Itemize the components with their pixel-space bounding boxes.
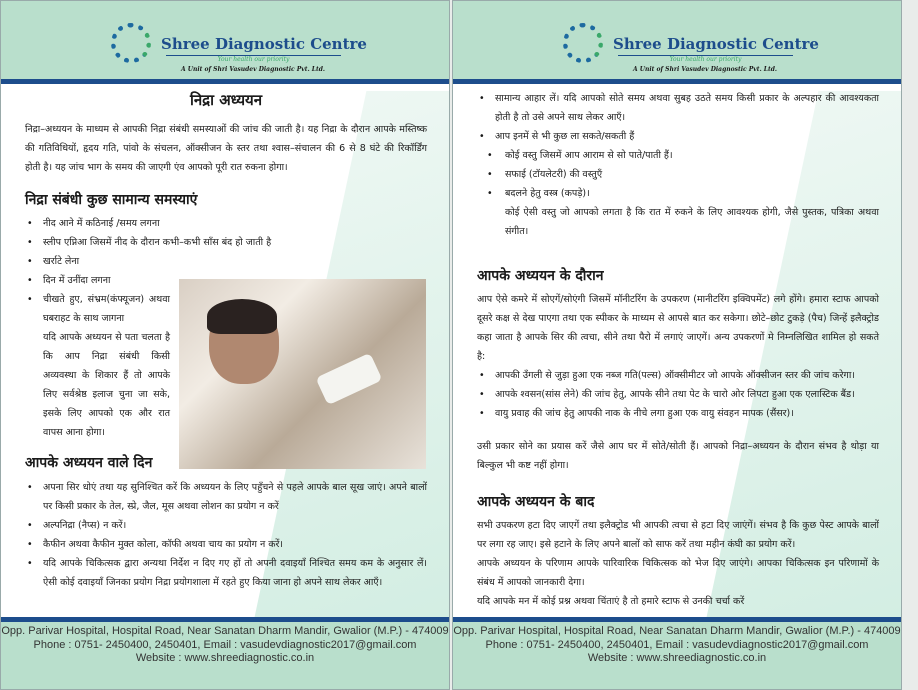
list-item: • आप इनमें से भी कुछ ला सकते/सकती हैं	[477, 127, 879, 146]
list-item: • खर्राटे लेना	[25, 252, 427, 271]
list-item: • चीखते हुए, संभ्रम(कंफ्यूजन) अथवा घबराहट के साथ जागना	[25, 290, 170, 328]
footer-phone-email: Phone : 0751- 2450400, 2450401, Email : vasudevdiagnostic2017@gmail.com	[33, 638, 417, 651]
header	[1, 1, 449, 79]
list-item: • वायु प्रवाह की जांच हेतु आपकी नाक के नीचे लगा हुआ एक वायु संवहन मापक (सैंसर)।	[477, 404, 879, 423]
list-item: • अल्पनिद्रा (नैप्स) न करें।	[25, 516, 427, 535]
day-list	[25, 478, 427, 592]
footer-website[interactable]: Website : www.shreediagnostic.co.in	[135, 652, 315, 664]
footer-address: Opp. Parivar Hospital, Hospital Road, Near Sanatan Dharm Mandir, Gwalior (M.P.) - 474009	[453, 625, 901, 637]
list-item: • आपके श्वसन(सांस लेने) की जांच हेतु, आपके सीने तथा पेट के चारो ओर लिपटा हुआ एक एलास्टिक बैंड।	[477, 385, 879, 404]
after-heading: आपके अध्ययन के बाद	[477, 494, 595, 510]
problems-note: यदि आपके अध्ययन से पता चलता है कि आप निद्रा संबंधी किसी अव्यवस्था के शिकार हैं तो आपके लिए सर्वश्रेष्ठ इलाज चुना जा सके, इसके लिए आपको एक और रात वापस आना होगा।	[43, 332, 170, 438]
brand-tagline: Your health our priority	[618, 55, 793, 63]
list-item: • कैफीन अथवा कैफीन मुक्त कोला, कॉफी अथवा चाय का प्रयोग न करें।	[25, 535, 427, 554]
day-heading: आपके अध्ययन वाले दिन	[25, 455, 153, 471]
page2-content	[477, 89, 879, 611]
page-title: निद्रा अध्ययन	[189, 91, 263, 109]
intro-text: निद्रा–अध्ययन के माध्यम से आपकी निद्रा संबंधी समस्याओं की जांच की जाती है। यह निद्रा के दौरान आपके मस्तिष्क की गतिविधियों, हृदय गति, पांवो के संचलन, ऑक्सीजन के स्तर तथा श्वास–संचालन की 6 से 8 घंटे की रिकॉर्डिंग होती है। यह जांच भाग के समय की जाएगी एंव आपको पूरी रात रुकना होगा।	[25, 124, 427, 173]
list-item: • आपकी उँगली से जुड़ा हुआ एक नब्ज गति(पल्स) ऑक्सीमीटर जो आपके ऑक्सीजन स्तर की जांच करेगा।	[477, 366, 879, 385]
after-text: सभी उपकरण हटा दिए जाएगें तथा इलैक्ट्रोड भी आपकी त्वचा से हटा दिए जाएंगें। संभव है कि कुछ पेस्ट आपके बालों पर लगा रह जाए। इसे हटाने के लिए अपने बालों को साफ करें तथा महीन कंघी का प्रयोग करें।	[477, 520, 879, 550]
brochure-page-2	[452, 0, 902, 690]
list-item: • सफाई (टॉयलेटरी) की वस्तुएँ	[477, 165, 879, 184]
during-note: उसी प्रकार सोने का प्रयास करें जैसे आप घर में सोते/सोती हैं। आपको निद्रा–अध्ययन के दौरान संभव है थोड़ा या बिल्कुल भी कष्ट नहीं होगा।	[477, 441, 879, 471]
footer-phone-email: Phone : 0751- 2450400, 2450401, Email : vasudevdiagnostic2017@gmail.com	[485, 638, 869, 651]
sleep-study-photo	[179, 279, 426, 469]
during-text: आप ऐसे कमरे में सोएगें/सोएंगी जिसमें मॉनीटरिंग के उपकरण (मानीटरिंग इक्विपमेंट) लगे होंगे। हमारा स्टाफ आपको दूसरे कक्ष से देख पाएगा तथा एक स्पीकर के माध्यम से आपसे बात कर सकेगा। छोटे–छोट टुकड़े (पैच) जिन्हें इलैक्ट्रोड कहा जाता है आपके सिर की त्वचा, सीने तथा पैरो में लगाएं जाएगें। अन्य उपकरणों मे निम्नलिखित शामिल हो सकते है:	[477, 294, 879, 362]
after-text: यदि आपके मन में कोई प्रश्न अथवा चिंताएं है तो हमारे स्टाफ से उनकी चर्चा करें	[477, 596, 745, 607]
footer	[453, 622, 901, 689]
brand-tagline: Your health our priority	[166, 55, 341, 63]
brand-unit: A Unit of Shri Vasudev Diagnostic Pvt. Ltd.	[633, 66, 778, 73]
list-item: • कोई वस्तु जिसमें आप आराम से सो पाते/पाती हैं।	[477, 146, 879, 165]
logo-icon	[111, 23, 151, 63]
list-item: • बदलने हेतु वस्त्र (कपड़े)।	[477, 184, 879, 203]
list-item: • सामान्य आहार लें। यदि आपको सोते समय अथवा सुबह उठते समय किसी प्रकार के अल्पहार की आवश्यकता होती है तो उसे अपने साथ लेकर आएँ।	[477, 89, 879, 127]
brand-name: Shree Diagnostic Centre	[161, 35, 367, 53]
list-item: • नीद आने में कठिनाई /समय लगना	[25, 214, 427, 233]
brochure-page-1	[0, 0, 450, 690]
footer-website[interactable]: Website : www.shreediagnostic.co.in	[587, 652, 767, 664]
footer	[1, 622, 449, 689]
divider	[453, 79, 901, 84]
list-item: • यदि आपके चिकित्सक द्वारा अन्यथा निर्देश न दिए गए हों तो अपनी दवाइयाँ निश्चित समय कम के अनुसार लें। ऐसी कोई दवाइयाँ जिनका प्रयोग निद्रा प्रयोगशाला में रहते हुए किया जाना हो अपने साथ लेकर आएँ।	[25, 554, 427, 592]
during-heading: आपके अध्ययन के दौरान	[477, 268, 604, 284]
list-item: • अपना सिर धोएं तथा यह सुनिश्चित करें कि अध्ययन के लिए पहुँचने से पहले आपके बाल सूख जाएं। अपने बालों पर किसी प्रकार के तेल, स्प्रे, जैल, मूस अथवा लोशन का प्रयोग न करें	[25, 478, 427, 516]
problems-heading: निद्रा संबंधी कुछ सामान्य समस्याएं	[25, 192, 198, 208]
list-item: • दिन में उनींदा लगना	[25, 271, 427, 290]
list-item: • स्लीप एप्निआ जिसमें नीद के दौरान कभी–कभी साँस बंद हो जाती है	[25, 233, 427, 252]
after-text: आपके अध्ययन के परिणाम आपके पारिवारिक चिकित्सक को भेज दिए जाएंगे। आपका चिकित्सक इन परिणामों के संबंध में आपको जानकारी देगा।	[477, 558, 879, 588]
brand-unit: A Unit of Shri Vasudev Diagnostic Pvt. Ltd.	[181, 66, 326, 73]
divider	[1, 79, 449, 84]
brand-name: Shree Diagnostic Centre	[613, 35, 819, 53]
footer-address: Opp. Parivar Hospital, Hospital Road, Near Sanatan Dharm Mandir, Gwalior (M.P.) - 474009	[1, 625, 449, 637]
sub-note: कोई ऐसी वस्तु जो आपको लगता है कि रात में रुकने के लिए आवश्यक होगी, जैसे पुस्तक, पत्रिका अथवा संगीत।	[505, 207, 879, 237]
header	[453, 1, 901, 79]
logo-icon	[563, 23, 603, 63]
